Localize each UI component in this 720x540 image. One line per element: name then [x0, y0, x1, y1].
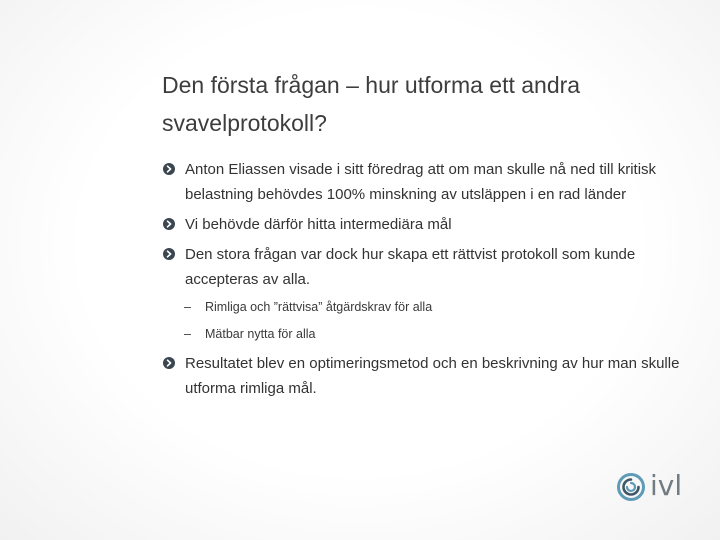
sub-bullet-text: Rimliga och ”rättvisa” åtgärdskrav för alla: [205, 300, 433, 314]
bullet-item: [163, 212, 683, 237]
bullet-item: [163, 351, 683, 401]
bullet-text: Resultatet blev en optimeringsmetod och en beskrivning av hur man skulle utforma rimliga mål.: [185, 355, 680, 397]
arrow-circle-icon: [163, 248, 175, 260]
bullet-text: Anton Eliassen visade i sitt föredrag att om man skulle nå ned till kritisk belastning behövdes 100% minskning av utsläppen i en rad länder: [185, 161, 657, 203]
bullet-list: [163, 157, 683, 406]
sub-bullet-text: Mätbar nytta för alla: [205, 327, 316, 341]
bullet-text: Vi behövde därför hitta intermediära mål: [185, 216, 452, 233]
ivl-swirl-logo-icon: [616, 472, 646, 502]
arrow-circle-icon: [163, 218, 175, 230]
arrow-circle-icon: [163, 163, 175, 175]
logo-wordmark: ivl: [650, 469, 683, 502]
sub-bullet-dash: –: [184, 300, 191, 314]
bullet-item: [163, 157, 683, 207]
sub-bullet-item: [163, 297, 683, 317]
bullet-text: Den stora frågan var dock hur skapa ett rättvist protokoll som kunde accepteras av alla.: [185, 246, 636, 288]
sub-bullet-dash: –: [184, 327, 191, 341]
slide-title: Den första frågan – hur utforma ett andra svavelprotokoll?: [162, 72, 581, 136]
arrow-circle-icon: [163, 357, 175, 369]
bullet-item: [163, 242, 683, 292]
sub-bullet-item: [163, 324, 683, 344]
ivl-logo: [616, 469, 686, 504]
